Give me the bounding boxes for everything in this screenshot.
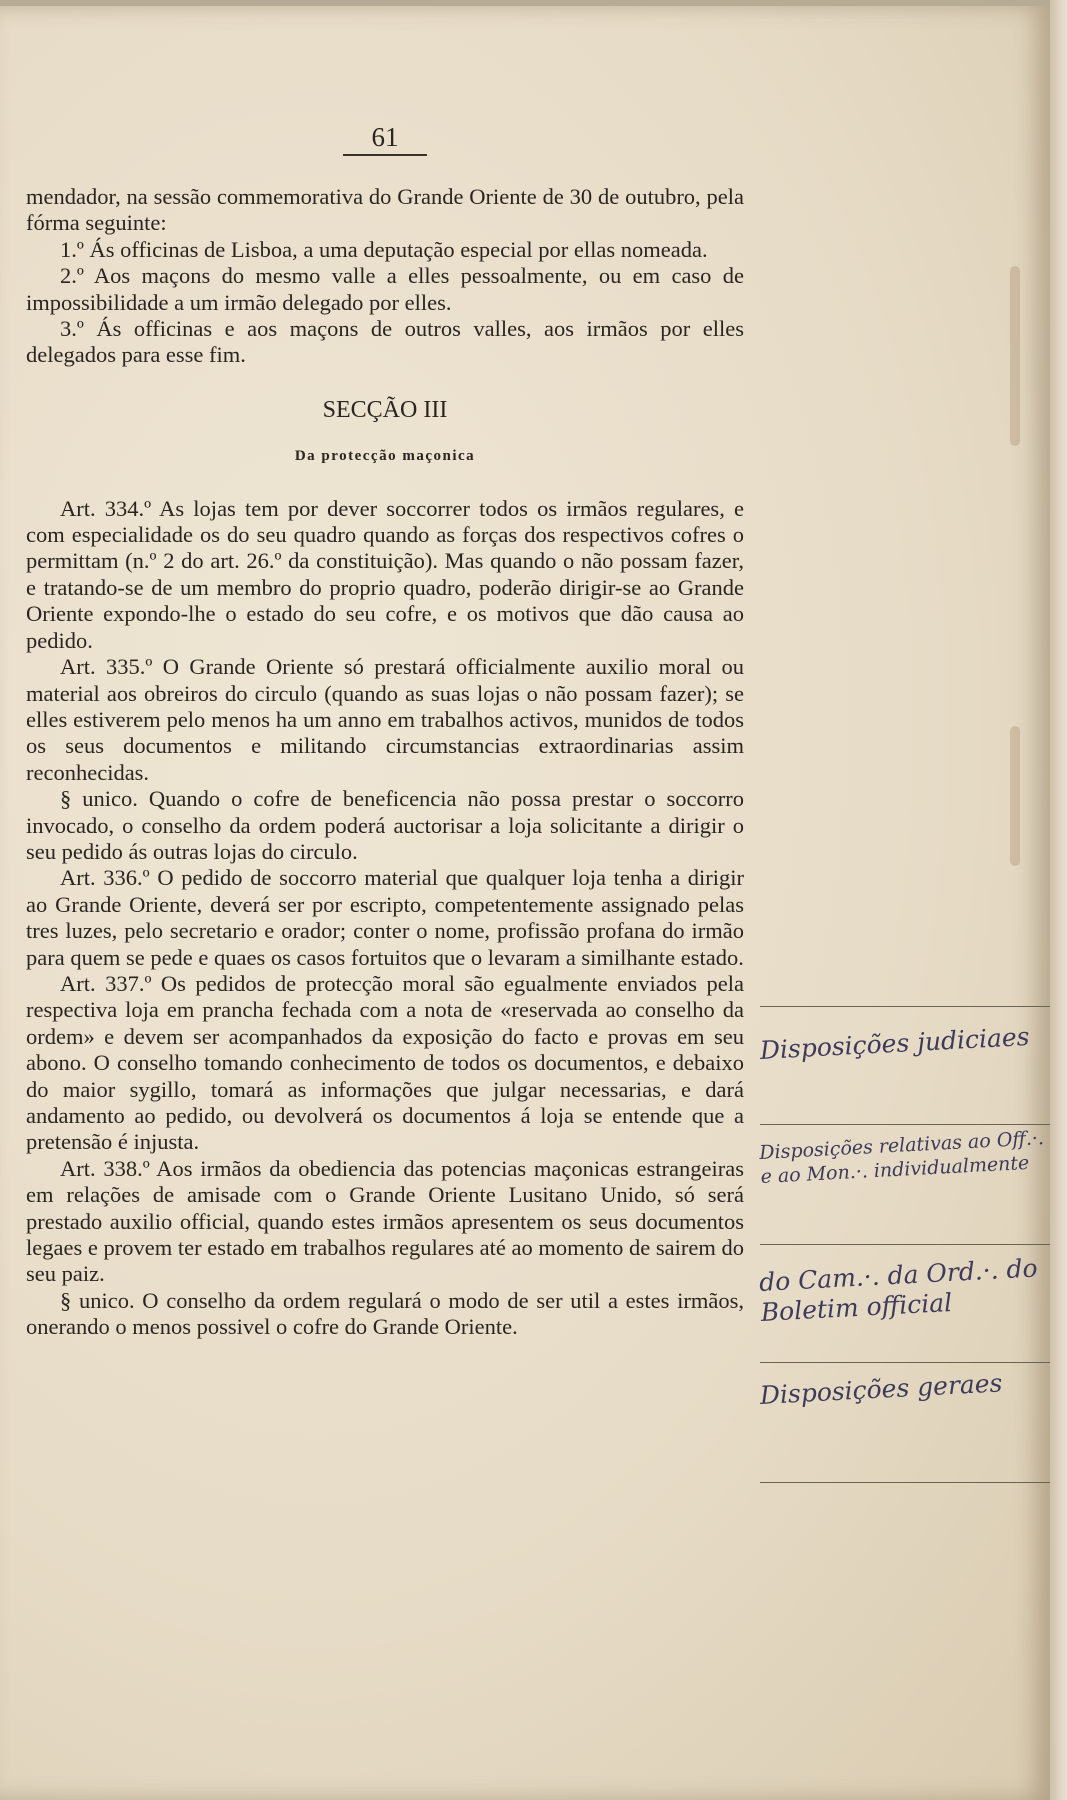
paragraph-continuation: mendador, na sessão commemorativa do Grande Oriente de 30 de outubro, pela fórma seguinte: (26, 184, 744, 236)
book-page (0, 6, 1050, 1800)
article-338: Art. 338.º Aos irmãos da obediencia das potencias maçonicas estrangeiras em relações de amisade com o Grande Oriente Lusitano Unido, só será prestado auxilio official, quando estes irmãos apresentem os seus documentos legaes e provem ter estado em trabalhos regulares até ao momento de sairem do seu paiz. (26, 1155, 744, 1287)
paragraph-item-3: 3.º Ás officinas e aos maçons de outros valles, aos irmãos por elles delegados para esse fim. (26, 316, 744, 368)
article-337: Art. 337.º Os pedidos de protecção moral são egualmente enviados pela respectiva loja em prancha fechada com a nota de «reservada ao conselho da ordem» e devem ser acompanhados da exposição do facto e provas em seu abono. O conselho tomando conhecimento de todos os documentos, e debaixo do maior sygillo, tomará as informações que julgar necessarias, e dará andamento ao pedido, ou devolverá os documentos á loja se entende que a pretensão é injusta. (26, 970, 744, 1155)
page-stain (1010, 266, 1020, 446)
handwritten-index-tabs (760, 1006, 1052, 1486)
article-335-unico: § unico. Quando o cofre de beneficencia não possa prestar o soccorro invocado, o conselho da ordem poderá auctorisar a loja solicitante a dirigir o seu pedido ás outras lojas do circulo. (26, 786, 744, 864)
page-number: 61 (371, 122, 399, 152)
article-335: Art. 335.º O Grande Oriente só prestará officialmente auxilio moral ou material aos obreiros do circulo (quando as suas lojas o não possam fazer); se elles estiverem pelo menos ha um anno em trabalhos activos, munidos de todos os seus documentos e militando circumstancias extraordinarias assim reconhecidas. (26, 654, 744, 785)
tab-divider (760, 1362, 1052, 1363)
paragraph-item-2: 2.º Aos maçons do mesmo valle a elles pessoalmente, ou em caso de impossibilidade a um irmão delegado por elles. (26, 263, 744, 315)
main-text-column (26, 124, 744, 1341)
page-stain (1010, 726, 1020, 866)
page-number-rule (343, 154, 427, 156)
tab-divider (760, 1006, 1052, 1007)
book-edge (1050, 0, 1067, 1800)
handwritten-tab-3: do Cam.·. da Ord.·. do Boletim official (758, 1253, 1039, 1327)
tab-divider (760, 1244, 1052, 1245)
article-338-unico: § unico. O conselho da ordem regulará o modo de ser util a estes irmãos, onerando o menos possivel o cofre do Grande Oriente. (26, 1287, 744, 1340)
article-334: Art. 334.º As lojas tem por dever soccorrer todos os irmãos regulares, e com especialidade os do seu quadro quando as forças dos respectivos cofres o permittam (n.º 2 do art. 26.º da constituição). Mas quando o não possam fazer, e tratando-se de um membro do proprio quadro, poderão dirigir-se ao Grande Oriente expondo-lhe o estado do seu cofre, e os motivos que dão causa ao pedido. (26, 495, 744, 653)
paragraph-item-1: 1.º Ás officinas de Lisboa, a uma deputação especial por ellas nomeada. (60, 236, 708, 262)
article-336: Art. 336.º O pedido de soccorro material que qualquer loja tenha a dirigir ao Grande Oriente, deverá ser por escripto, competentemente assignado pelas tres luzes, pelo secretario e orador; conter o nome, profissão profana do irmão para quem se pede e quaes os casos fortuitos que o levaram a similhante estado. (26, 865, 744, 970)
tab-divider (760, 1124, 1052, 1125)
section-title: SECÇÃO III (322, 396, 448, 423)
handwritten-tab-1: Disposições judiciaes (759, 1021, 1031, 1065)
handwritten-tab-4: Disposições geraes (759, 1368, 1004, 1410)
tab-divider (760, 1482, 1052, 1483)
handwritten-tab-2: Disposições relativas ao Off.·. e ao Mon.·. individualmente (758, 1127, 1045, 1188)
section-subtitle: Da protecção maçonica (294, 448, 476, 465)
